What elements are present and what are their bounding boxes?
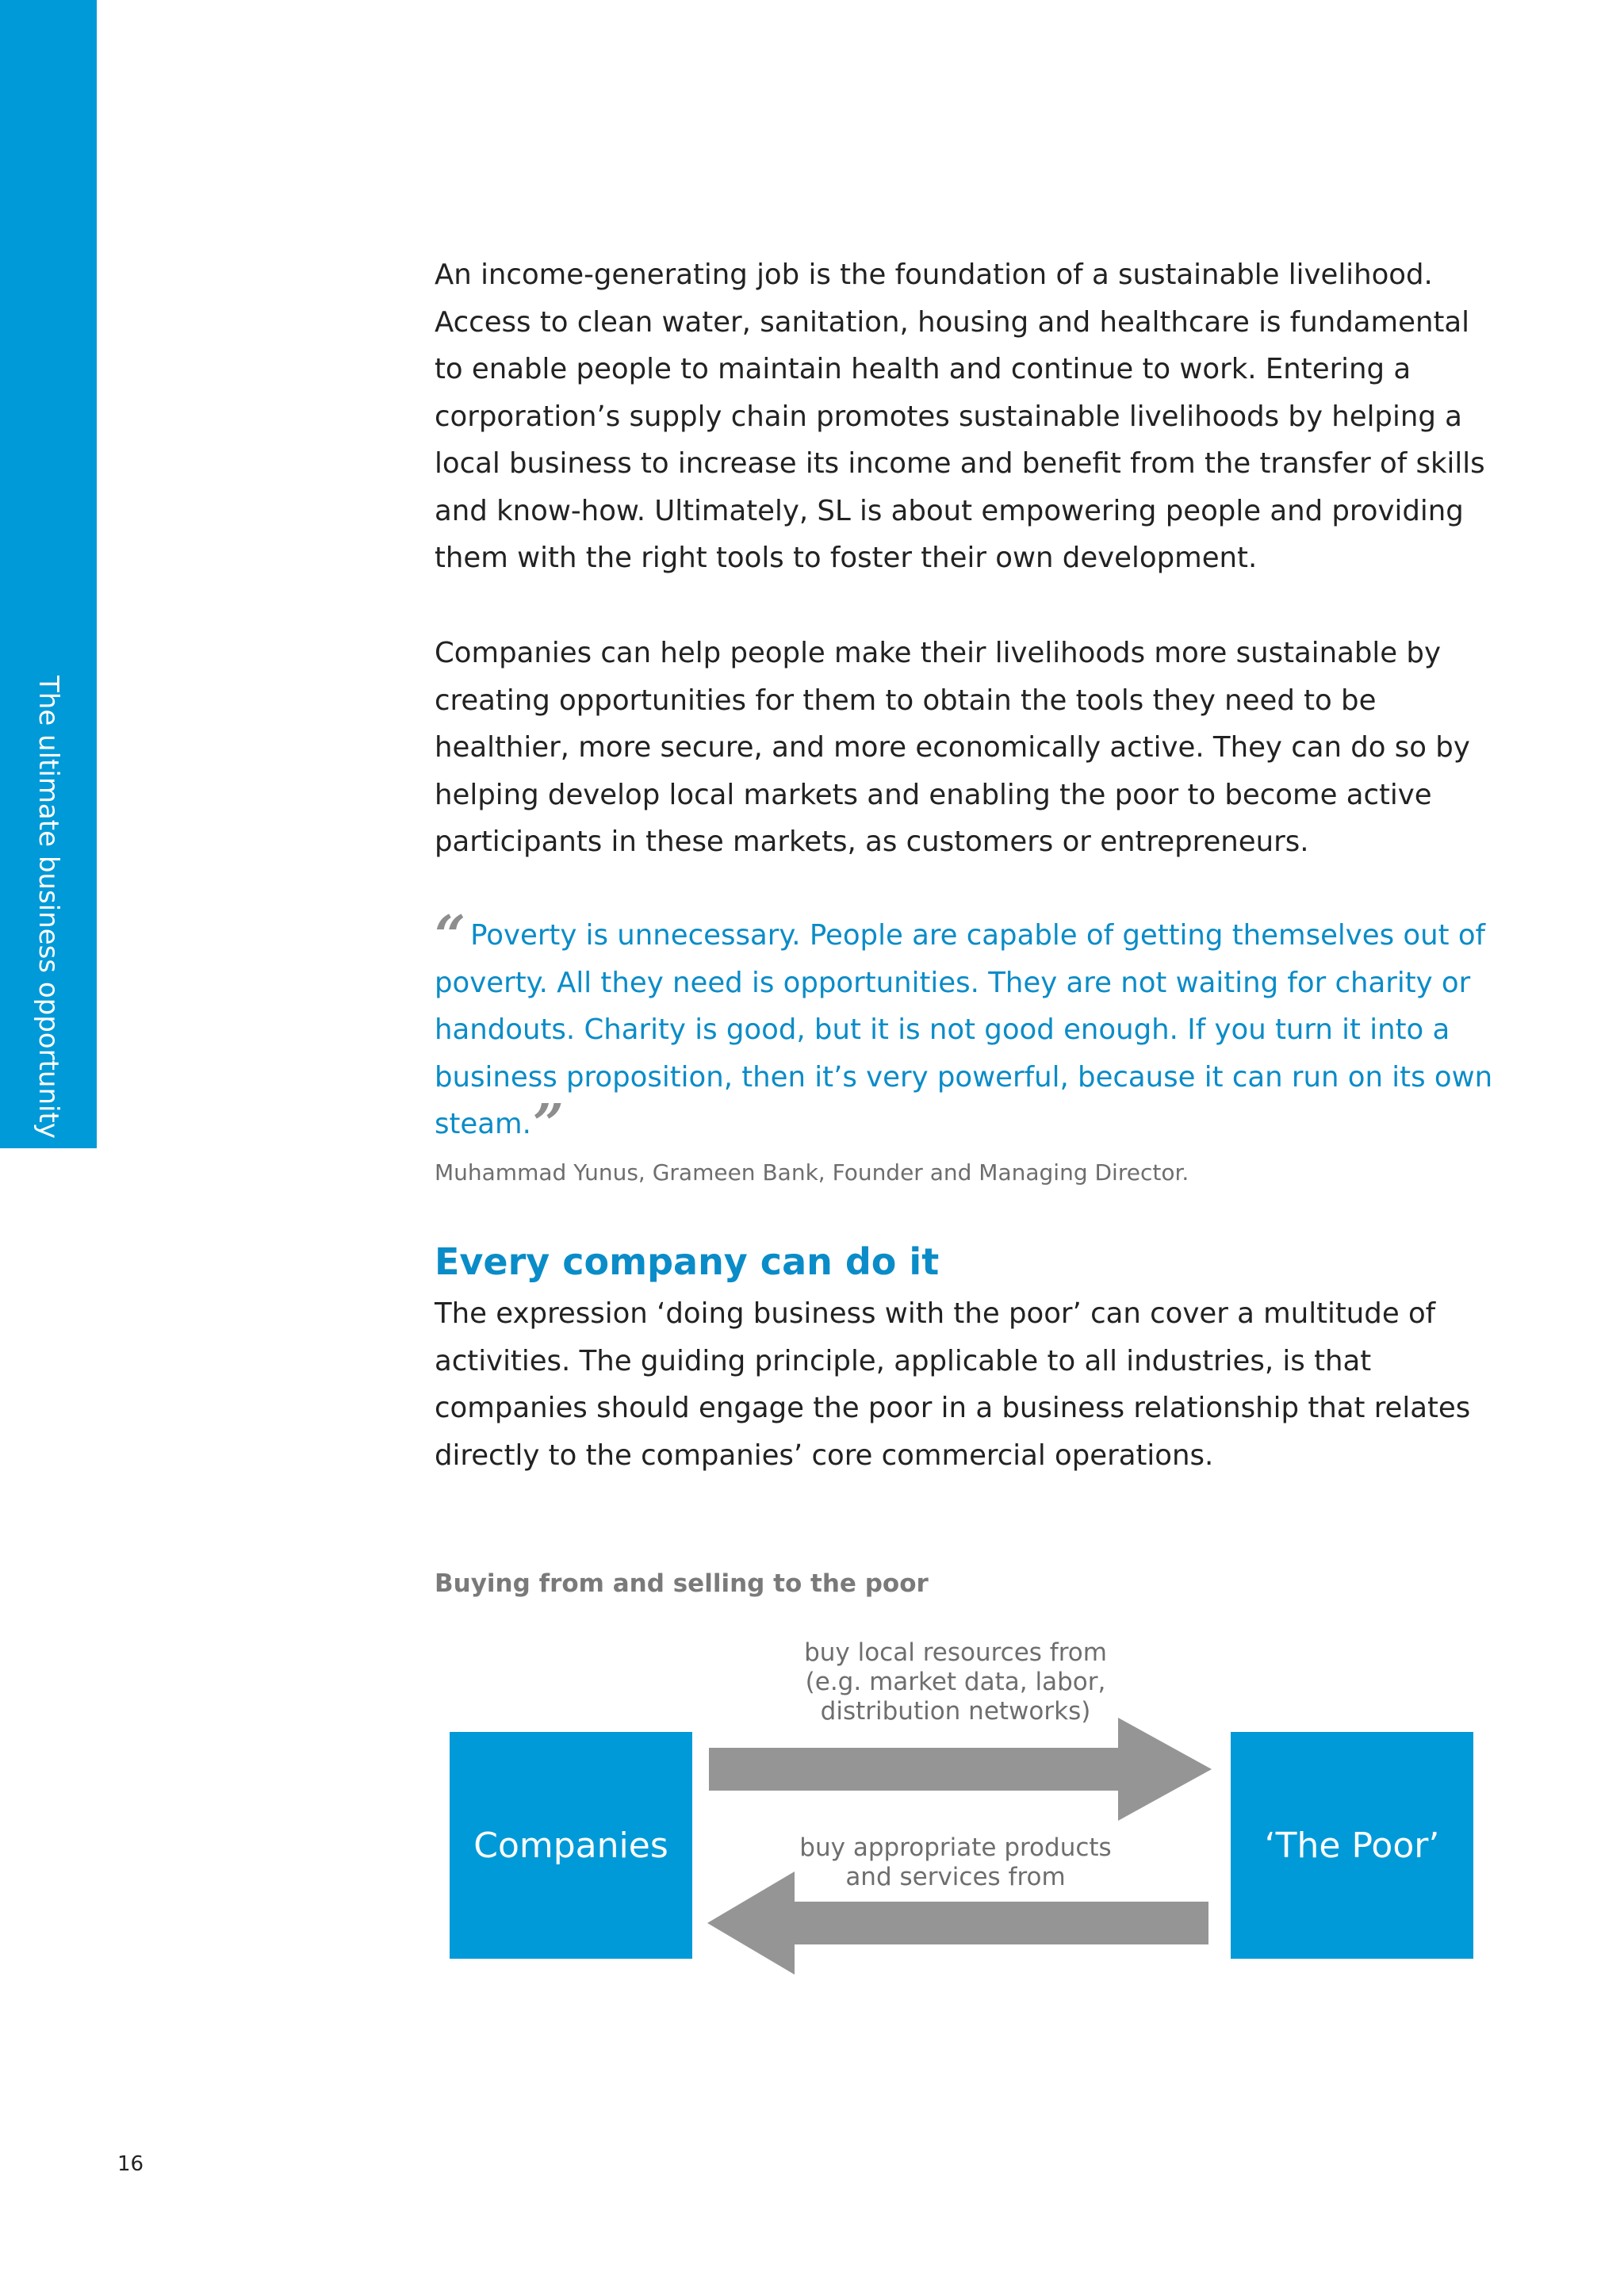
- pull-quote-text: Poverty is unnecessary. People are capable of getting themselves out of poverty. All they need is opportunities. They are not waiting for charity or handouts. Charity is good, but it is not good enough. If you turn it into a business proposition, then it’s very powerful, because it can run on its own steam.: [435, 919, 1493, 1140]
- sidebar-title: The ultimate business opportunity: [33, 676, 64, 1139]
- top-arrow-label-line-3: distribution networks): [820, 1697, 1091, 1726]
- section-heading: Every company can do it: [435, 1240, 940, 1283]
- top-arrow-label: [753, 1638, 1158, 1726]
- top-arrow-label-line-1: buy local resources from: [804, 1638, 1107, 1667]
- bottom-arrow-label-line-2: and services from: [845, 1863, 1066, 1891]
- companies-box: [450, 1732, 692, 1959]
- left-arrow: [707, 1871, 1208, 1975]
- quote-attribution: Muhammad Yunus, Grameen Bank, Founder and Managing Director.: [435, 1159, 1189, 1186]
- the-poor-box-label: ‘The Poor’: [1264, 1825, 1440, 1866]
- companies-box-label: Companies: [473, 1825, 668, 1866]
- pull-quote: [435, 904, 1502, 1156]
- open-quote-icon: “: [435, 904, 466, 967]
- the-poor-box: [1231, 1732, 1473, 1959]
- page-number: 16: [117, 2152, 144, 2176]
- body-paragraph-2: Companies can help people make their livelihoods more sustainable by creating opportunities for them to obtain the tools they need to be healthier, more secure, and more economically active. They can do so by helping develop local markets and enabling the poor to become active participants in these markets, as customers or entrepreneurs.: [435, 637, 1470, 858]
- section-paragraph: The expression ‘doing business with the poor’ can cover a multitude of activities. The guiding principle, applicable to all industries, is that companies should engage the poor in a business relationship that relates directly to the companies’ core commercial operations.: [435, 1297, 1471, 1472]
- body-paragraph-1: An income-generating job is the foundation of a sustainable livelihood. Access to clean water, sanitation, housing and healthcare is fundamental to enable people to maintain health and continue to work. Entering a corporation’s supply chain promotes sustainable livelihoods by helping a local business to increase its income and benefit from the transfer of skills and know-how. Ultimately, SL is about empowering people and providing them with the right tools to foster their own development.: [435, 259, 1485, 574]
- right-arrow: [709, 1718, 1212, 1821]
- bottom-arrow-label-line-1: buy appropriate products: [799, 1833, 1112, 1862]
- close-quote-icon: ”: [532, 1093, 565, 1156]
- diagram-title: Buying from and selling to the poor: [435, 1569, 929, 1598]
- top-arrow-label-line-2: (e.g. market data, labor,: [805, 1668, 1106, 1696]
